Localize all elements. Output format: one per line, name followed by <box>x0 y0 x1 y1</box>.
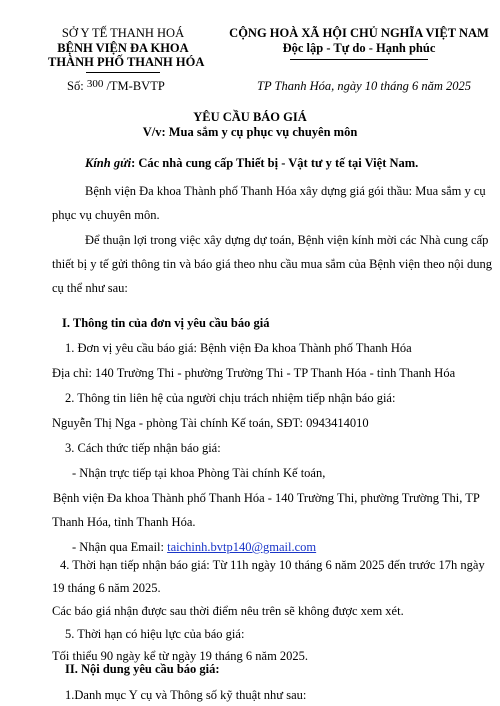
section1-item1: 1. Đơn vị yêu cầu báo giá: Bệnh viện Đa khoa Thành phố Thanh Hóa <box>65 341 412 355</box>
section1-email-line <box>72 540 316 555</box>
document-number-prefix: Số: <box>67 79 84 93</box>
section1-direct-address1: Bệnh viện Đa khoa Thành phố Thanh Hóa - 140 Trường Thi, phường Trường Thi, TP <box>53 491 480 505</box>
section2-heading: II. Nội dung yêu cầu báo giá: <box>65 662 220 676</box>
section1-late-note: Các báo giá nhận được sau thời điểm nêu trên sẽ không được xem xét. <box>52 604 404 618</box>
document-number-value: 300 <box>86 78 104 90</box>
header-left-divider <box>86 72 160 73</box>
section1-heading: I. Thông tin của đơn vị yêu cầu báo giá <box>62 316 270 330</box>
section1-contact: Nguyễn Thị Nga - phòng Tài chính Kế toán, SĐT: 0943414010 <box>52 416 369 430</box>
section2-item1: 1.Danh mục Y cụ và Thông số kỹ thuật như sau: <box>65 688 307 702</box>
email-label: - Nhận qua Email: <box>72 540 168 554</box>
intro-p1-line1: Bệnh viện Đa khoa Thành phố Thanh Hóa xây dựng giá gói thầu: Mua sắm y cụ <box>85 184 486 198</box>
hospital-name-line2: THÀNH PHỐ THANH HÓA <box>48 55 205 69</box>
document-number <box>67 79 165 94</box>
section1-item5: 5. Thời hạn có hiệu lực của báo giá: <box>65 627 245 641</box>
section1-address: Địa chỉ: 140 Trường Thi - phường Trường Thi - TP Thanh Hóa - tỉnh Thanh Hóa <box>52 366 456 380</box>
email-link[interactable]: taichinh.bvtp140@gmail.com <box>167 540 317 554</box>
document-date: TP Thanh Hóa, ngày 10 tháng 6 năm 2025 <box>257 79 472 93</box>
header-right-divider <box>290 59 428 60</box>
section1-direct-receipt: - Nhận trực tiếp tại khoa Phòng Tài chính Kế toán, <box>72 466 326 480</box>
intro-p2-line2: thiết bị y tế gửi thông tin và báo giá theo nhu cầu mua sắm của Bệnh viện theo nội dung <box>52 257 493 271</box>
section1-item3: 3. Cách thức tiếp nhận báo giá: <box>65 441 221 455</box>
department-name: SỞ Y TẾ THANH HOÁ <box>61 26 185 40</box>
hospital-name-line1: BỆNH VIỆN ĐA KHOA <box>57 41 189 55</box>
document-title: YÊU CẦU BÁO GIÁ <box>193 110 307 124</box>
section1-direct-address2: Thanh Hóa, tỉnh Thanh Hóa. <box>52 515 196 529</box>
recipient-line <box>85 156 418 171</box>
intro-p2-line3: cụ thể như sau: <box>52 281 128 295</box>
section1-validity: Tối thiểu 90 ngày kể từ ngày 19 tháng 6 năm 2025. <box>52 649 309 663</box>
national-motto: Độc lập - Tự do - Hạnh phúc <box>282 41 436 55</box>
intro-p2-line1: Để thuận lợi trong việc xây dựng dự toán, Bệnh viện kính mời các Nhà cung cấp <box>85 233 489 247</box>
section1-item4-line2: 19 tháng 6 năm 2025. <box>52 581 161 595</box>
document-number-suffix: /TM-BVTP <box>106 79 165 93</box>
intro-p1-line2: phục vụ chuyên môn. <box>52 208 160 222</box>
country-name: CỘNG HOÀ XÃ HỘI CHỦ NGHĨA VIỆT NAM <box>229 26 489 40</box>
recipient-label: Kính gửi <box>85 156 132 170</box>
recipient-text: : Các nhà cung cấp Thiết bị - Vật tư y tế tại Việt Nam. <box>131 156 419 170</box>
section1-item4-line1: 4. Thời hạn tiếp nhận báo giá: Từ 11h ngày 10 tháng 6 năm 2025 đến trước 17h ngày <box>60 558 485 572</box>
document-subject: V/v: Mua sắm y cụ phục vụ chuyên môn <box>142 125 358 139</box>
section1-item2: 2. Thông tin liên hệ của người chịu trách nhiệm tiếp nhận báo giá: <box>65 391 396 405</box>
